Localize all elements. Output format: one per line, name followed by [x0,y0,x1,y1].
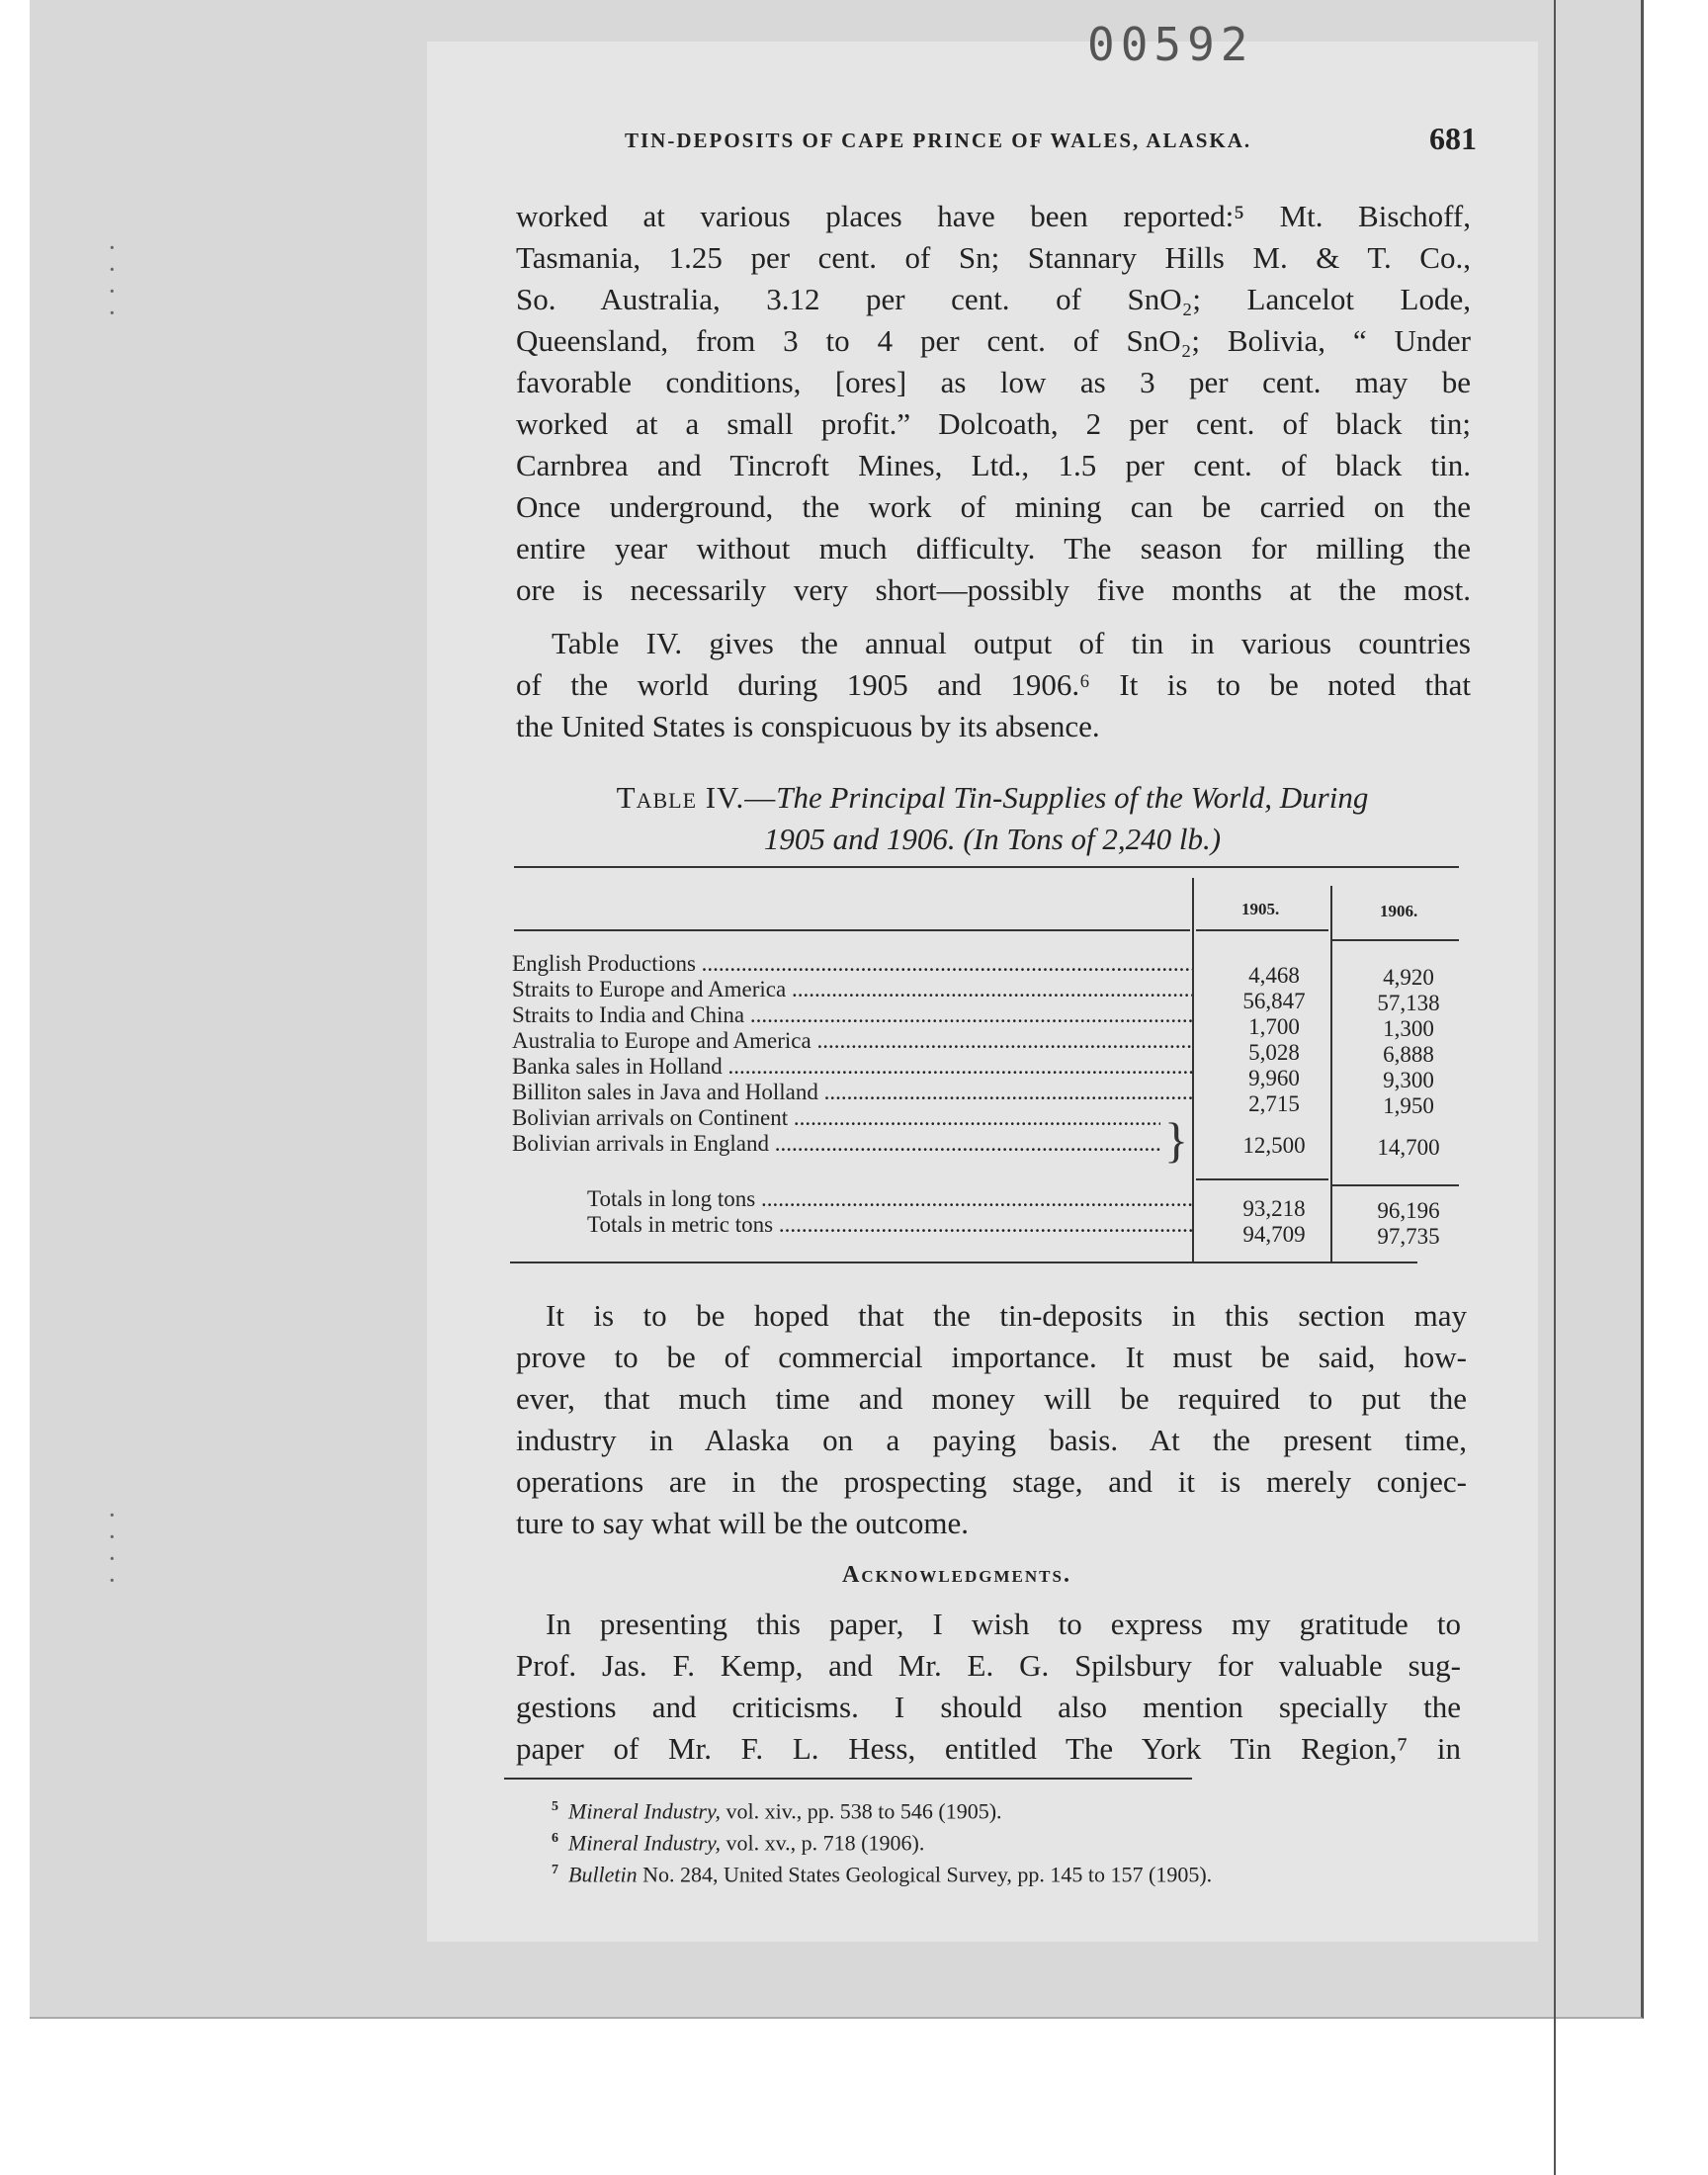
page-number: 681 [1429,121,1477,156]
table-row [512,1131,1160,1157]
acknowledgments-heading: Acknowledgments. [842,1562,1071,1588]
text-line: Once underground, the work of mining can be carried on the [516,489,1471,524]
paragraph-2 [516,623,1471,747]
footnote-source: Mineral Industry, [568,1830,721,1856]
cell-1906: 6,888 [1383,1042,1434,1067]
footnote-rule [504,1778,1192,1780]
brace-glyph: } [1164,1112,1188,1168]
footnote [552,1791,1002,1827]
text-line: It is to be hoped that the tin-deposits in this section may [546,1298,1467,1333]
footnote [552,1855,1212,1890]
totals-row [587,1212,1192,1238]
paragraph-3 [516,1295,1467,1544]
cell-1906: 1,950 [1383,1093,1434,1118]
text-line: ore is necessarily very short—possibly five months at the most. [516,572,1471,607]
table-row [512,1002,1192,1028]
paragraph-4 [516,1604,1461,1770]
text-line: paper of Mr. F. L. Hess, entitled The York Tin Region,⁷ in [516,1731,1461,1766]
cell-1906: 1,300 [1383,1016,1434,1041]
table-bottom-rule [510,1262,1417,1263]
column-header-1906: 1906. [1380,902,1418,920]
margin-marks-bottom: · · · · [109,1505,116,1592]
cell-1906-combined: 14,700 [1377,1135,1440,1160]
footnote-source: Bulletin [568,1862,638,1887]
table-caption [514,777,1471,860]
footnote-text: vol. xv., p. 718 (1906). [721,1830,925,1856]
column-divider [1330,886,1332,1263]
cell-1905: 2,715 [1248,1091,1300,1116]
table-row [512,1054,1192,1080]
table-row [512,1080,1192,1105]
table-caption-subtitle: 1905 and 1906. (In Tons of 2,240 lb.) [763,822,1222,856]
row-label: Bolivian arrivals in England ..... [512,1131,1160,1156]
footnote-text: No. 284, United States Geological Survey, pp. 145 to 157 (1905). [637,1862,1213,1887]
text-line: of the world during 1905 and 1906.⁶ It is to be noted that [516,667,1471,702]
cell-1906: 4,920 [1383,965,1434,990]
text-line: Table IV. gives the annual output of tin in various countries [552,626,1471,660]
total-1906: 97,735 [1377,1224,1440,1249]
text-line: industry in Alaska on a paying basis. At the present time, [516,1423,1467,1457]
footnote-mark: 5 [552,1799,558,1814]
text-line: worked at a small profit.” Dolcoath, 2 per cent. of black tin; [516,406,1471,441]
cell-1906: 9,300 [1383,1068,1434,1092]
text-line: Prof. Jas. F. Kemp, and Mr. E. G. Spilsbury for valuable sug- [516,1648,1461,1683]
row-label: Billiton sales in Java and Holland ..... [512,1080,1192,1104]
table-row [512,977,1192,1002]
text-line: Queensland, from 3 to 4 per cent. of SnO₂; Bolivia, “ Under [516,323,1471,358]
archive-stamp: 00592 [1087,18,1254,71]
totals-row [587,1186,1192,1212]
table-caption-title: The Principal Tin-Supplies of the World, During [776,780,1369,815]
paragraph-1 [516,196,1471,611]
table-header-rule [1332,939,1459,941]
cell-1905: 9,960 [1248,1066,1300,1090]
totals-rule [1196,1178,1328,1180]
text-line: the United States is conspicuous by its absence. [516,709,1100,743]
text-line: prove to be of commercial importance. It must be said, how- [516,1340,1467,1374]
running-header [625,121,1477,156]
table-caption-lead: Table IV.— [616,780,777,815]
text-line: worked at various places have been reported:⁵ Mt. Bischoff, [516,199,1471,233]
table-row [512,951,1192,977]
column-divider [1192,878,1194,1262]
table-row [512,1105,1160,1131]
row-label: Straits to Europe and America ..... [512,977,1192,1001]
cell-1906: 57,138 [1377,991,1440,1015]
text-line: favorable conditions, [ores] as low as 3 per cent. may be [516,365,1471,399]
footnote-mark: 7 [552,1863,558,1877]
footnote-source: Mineral Industry, [568,1798,721,1824]
text-line: Tasmania, 1.25 per cent. of Sn; Stannary Hills M. & T. Co., [516,240,1471,275]
text-line: gestions and criticisms. I should also mention specially the [516,1690,1461,1724]
text-line: So. Australia, 3.12 per cent. of SnO₂; Lancelot Lode, [516,282,1471,316]
row-label: Australia to Europe and America ..... [512,1028,1192,1053]
total-1905: 94,709 [1242,1222,1306,1247]
table-top-rule [514,866,1459,868]
text-line: In presenting this paper, I wish to express my gratitude to [546,1607,1461,1641]
scanner-edge-line [1554,0,1556,2175]
table-header-rule [514,929,1190,931]
footnote-text: vol. xiv., pp. 538 to 546 (1905). [721,1798,1002,1824]
running-title: TIN-DEPOSITS OF CAPE PRINCE OF WALES, ALASKA. [625,129,1252,152]
text-line: ever, that much time and money will be required to put the [516,1381,1467,1416]
column-header-1905: 1905. [1241,900,1280,918]
text-line: Carnbrea and Tincroft Mines, Ltd., 1.5 per cent. of black tin. [516,448,1471,482]
text-line: ture to say what will be the outcome. [516,1506,969,1540]
margin-marks-top: · · · · [109,237,116,324]
text-line: entire year without much difficulty. The season for milling the [516,531,1471,566]
cell-1905: 5,028 [1248,1040,1300,1065]
cell-1905-combined: 12,500 [1242,1133,1306,1158]
row-label: Bolivian arrivals on Continent ..... [512,1105,1160,1130]
cell-1905: 1,700 [1248,1014,1300,1039]
row-label: English Productions ..... [512,951,1192,976]
table-row [512,1028,1192,1054]
footnote-mark: 6 [552,1831,558,1846]
row-label: Totals in metric tons ..... [587,1212,1192,1237]
table-header-rule [1196,929,1328,931]
row-label: Straits to India and China ..... [512,1002,1192,1027]
total-1905: 93,218 [1242,1196,1306,1221]
cell-1905: 4,468 [1248,963,1300,988]
row-label: Totals in long tons ..... [587,1186,1192,1211]
cell-1905: 56,847 [1242,989,1306,1013]
total-1906: 96,196 [1377,1198,1440,1223]
row-label: Banka sales in Holland ..... [512,1054,1192,1079]
footnote [552,1823,924,1859]
text-line: operations are in the prospecting stage, and it is merely conjec- [516,1464,1467,1499]
totals-rule [1332,1184,1459,1186]
